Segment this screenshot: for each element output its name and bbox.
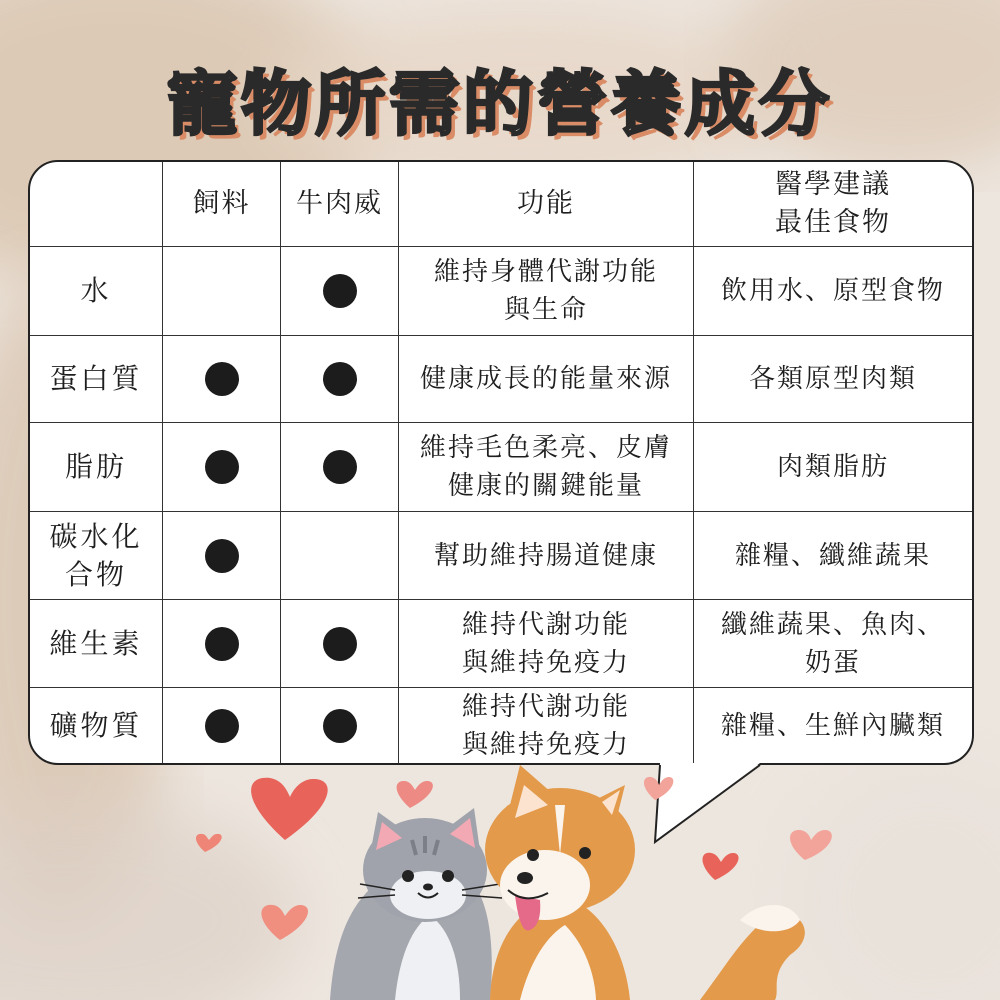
nutrition-table (28, 160, 974, 765)
cell-text: 各類原型肉類 (748, 364, 917, 394)
beef-cell (281, 600, 399, 688)
check-dot-icon (205, 450, 239, 484)
cell-text: 礦物質 (49, 709, 143, 742)
food-cell (694, 512, 972, 600)
cell-text: 雜糧、生鮮內臟類 (720, 711, 945, 741)
check-dot-icon (205, 362, 239, 396)
cell-text-line: 與生命 (503, 295, 588, 325)
feed-cell (163, 688, 281, 764)
cell-text: 雜糧、纖維蔬果 (734, 540, 931, 571)
feed-cell (163, 600, 281, 688)
cell-text: 飲用水、原型食物 (720, 276, 945, 306)
beef-cell (281, 336, 399, 423)
cell-text: 功能 (517, 188, 575, 219)
cell-text: 健康成長的能量來源 (419, 364, 672, 394)
function-cell (399, 688, 694, 764)
cell-text-line: 纖維蔬果、魚肉、 (720, 609, 945, 640)
function-cell (399, 512, 694, 600)
cell-text-line: 維持代謝功能 (461, 609, 630, 640)
beef-cell (281, 247, 399, 336)
cell-text: 牛肉威 (296, 188, 383, 219)
function-cell (399, 336, 694, 423)
check-dot-icon (323, 450, 357, 484)
nutrient-cell (30, 512, 163, 600)
function-cell (399, 423, 694, 512)
cell-text-line: 維持身體代謝功能 (433, 257, 658, 287)
cell-text: 維生素 (49, 626, 143, 660)
cell-text: 幫助維持腸道健康 (433, 540, 658, 571)
header-function (399, 162, 694, 247)
cell-text-line: 與維持免疫力 (461, 647, 630, 678)
cell-text: 肉類脂肪 (776, 452, 889, 482)
check-dot-icon (205, 709, 239, 743)
nutrient-cell (30, 336, 163, 423)
header-food (694, 162, 972, 247)
cell-text-line: 合物 (64, 557, 127, 591)
feed-cell (163, 512, 281, 600)
cell-text-line: 與維持免疫力 (461, 730, 630, 760)
beef-cell (281, 688, 399, 764)
cell-text: 蛋白質 (49, 362, 143, 395)
cell-text-line: 醫學建議 (775, 169, 891, 200)
function-cell (399, 600, 694, 688)
cell-text-line: 健康的關鍵能量 (447, 471, 644, 501)
check-dot-icon (323, 709, 357, 743)
cell-text: 飼料 (192, 188, 251, 219)
cell-text-line: 維持毛色柔亮、皮膚 (419, 433, 672, 463)
cell-text-line: 維持代謝功能 (461, 692, 630, 722)
beef-cell (281, 423, 399, 512)
function-cell (399, 247, 694, 336)
page-title: 寵物所需的營養成分 (167, 63, 833, 145)
check-dot-icon (323, 274, 357, 308)
food-cell (694, 423, 972, 512)
cell-text-line: 奶蛋 (804, 647, 861, 678)
food-cell (694, 247, 972, 336)
header-blank (30, 162, 163, 247)
nutrient-cell (30, 423, 163, 512)
food-cell (694, 688, 972, 764)
cell-text-line: 碳水化 (49, 519, 143, 553)
check-dot-icon (323, 627, 357, 661)
feed-cell (163, 423, 281, 512)
cell-text: 脂肪 (64, 450, 127, 483)
nutrient-cell (30, 688, 163, 764)
header-feed (163, 162, 281, 247)
check-dot-icon (205, 539, 239, 573)
check-dot-icon (205, 627, 239, 661)
check-dot-icon (323, 362, 357, 396)
nutrient-cell (30, 247, 163, 336)
food-cell (694, 336, 972, 423)
nutrient-cell (30, 600, 163, 688)
cell-text: 水 (80, 274, 112, 307)
feed-cell (163, 247, 281, 336)
beef-cell (281, 512, 399, 600)
feed-cell (163, 336, 281, 423)
food-cell (694, 600, 972, 688)
header-beef (281, 162, 399, 247)
cell-text-line: 最佳食物 (775, 207, 891, 238)
